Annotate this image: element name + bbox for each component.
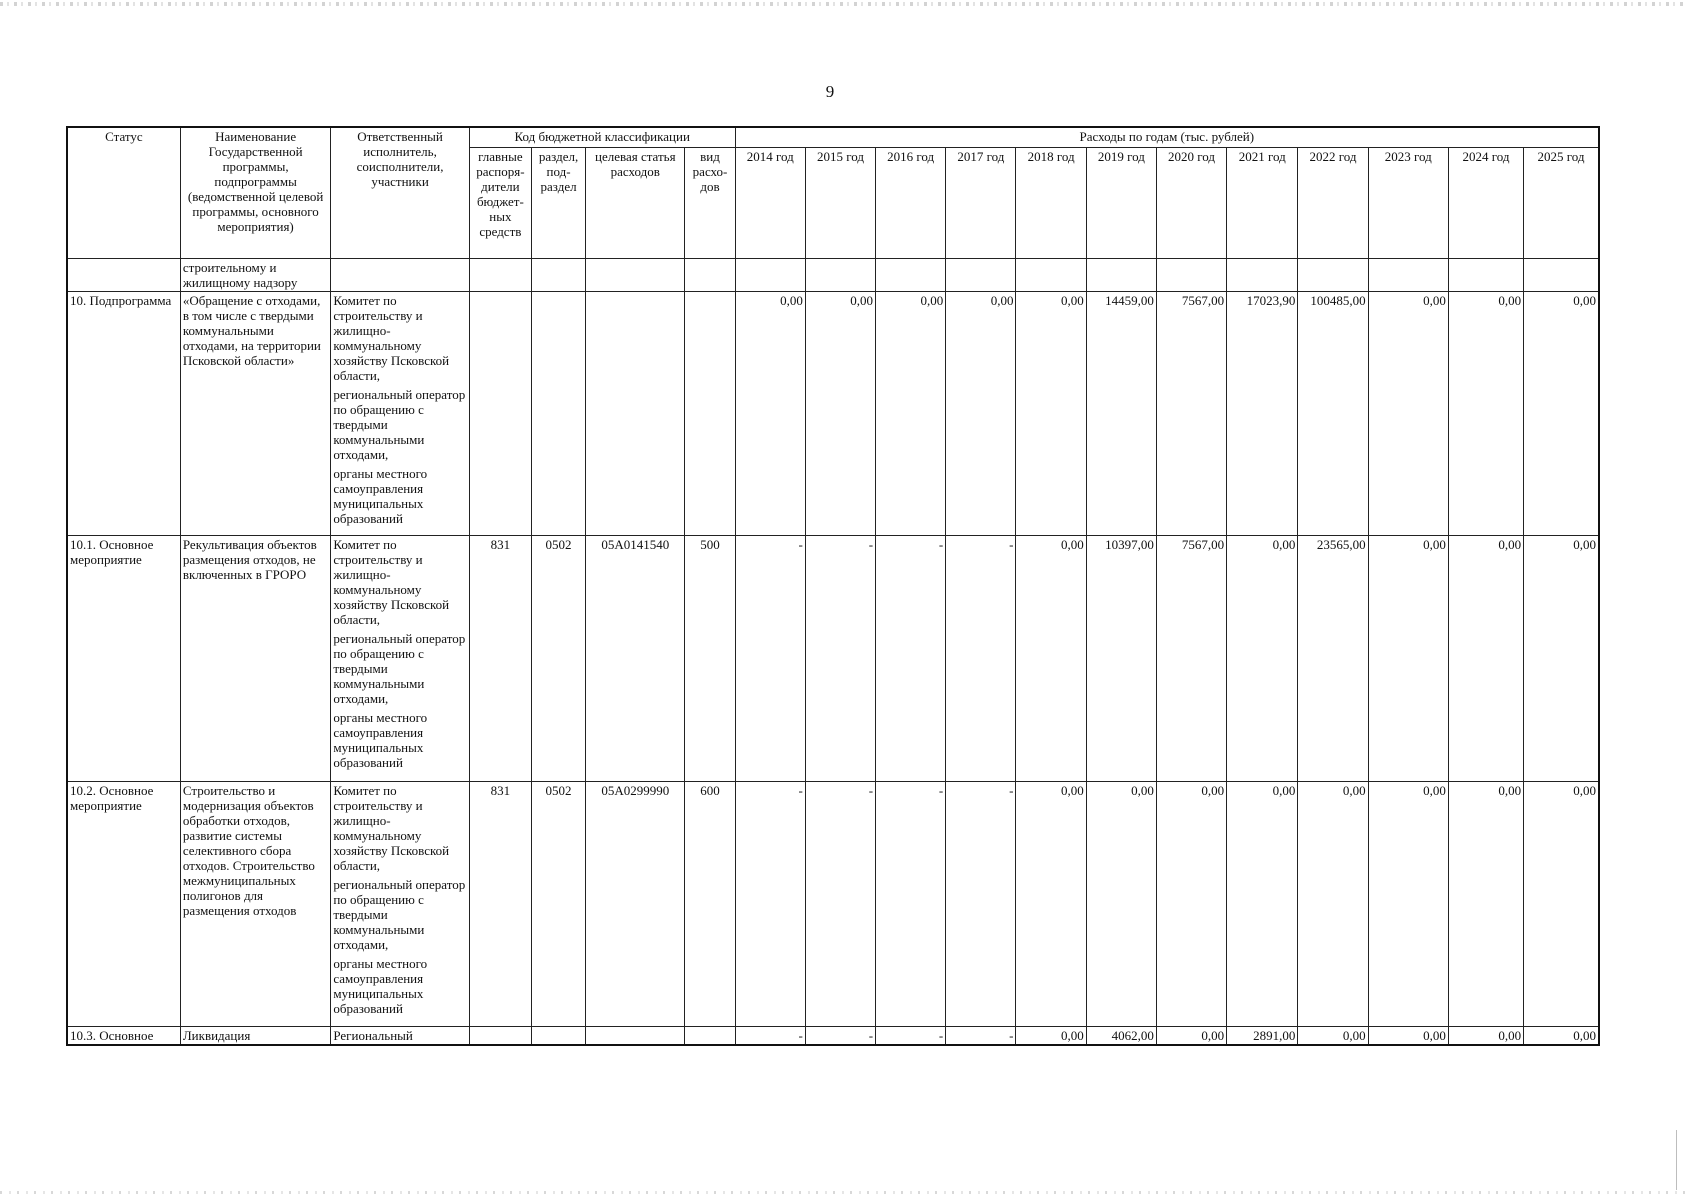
row-year-value: 0,00 (946, 291, 1016, 535)
header-bcc-csr: целевая статья расходов (586, 147, 685, 258)
row-responsible (331, 258, 469, 291)
row-year-value: 7567,00 (1156, 291, 1226, 535)
row-year-value: 17023,90 (1227, 291, 1298, 535)
row-grbs (469, 1026, 531, 1045)
row-year-value (805, 258, 875, 291)
row-year-value (1448, 258, 1523, 291)
row-year-value: 0,00 (1368, 1026, 1448, 1045)
row-year-value (1368, 258, 1448, 291)
responsible-party: органы местного самоуправления муниципальных образований (333, 955, 428, 1016)
row-status (67, 258, 180, 291)
header-year: 2022 год (1298, 147, 1368, 258)
row-year-value: 0,00 (1448, 781, 1523, 1026)
row-year-value: 7567,00 (1156, 535, 1226, 781)
row-year-value: 0,00 (1524, 1026, 1599, 1045)
row-year-value (876, 258, 946, 291)
row-year-value: 0,00 (805, 291, 875, 535)
header-year: 2024 год (1448, 147, 1523, 258)
row-year-value (735, 258, 805, 291)
row-year-value: 0,00 (1368, 781, 1448, 1026)
row-year-value: - (805, 1026, 875, 1045)
row-status: 10.3. Основное (67, 1026, 180, 1045)
header-year: 2023 год (1368, 147, 1448, 258)
row-year-value: 0,00 (1368, 291, 1448, 535)
row-year-value: 0,00 (735, 291, 805, 535)
row-year-value: 0,00 (1227, 781, 1298, 1026)
row-rzpr: 0502 (531, 535, 585, 781)
row-year-value: 2891,00 (1227, 1026, 1298, 1045)
table-row (67, 535, 1599, 781)
row-year-value: - (876, 1026, 946, 1045)
header-year: 2021 год (1227, 147, 1298, 258)
row-year-value: 0,00 (1524, 291, 1599, 535)
row-vr (685, 291, 735, 535)
row-year-value: - (876, 781, 946, 1026)
row-rzpr (531, 258, 585, 291)
row-csr: 05А0141540 (586, 535, 685, 781)
row-year-value: 0,00 (876, 291, 946, 535)
row-csr: 05А0299990 (586, 781, 685, 1026)
header-year: 2016 год (876, 147, 946, 258)
scan-edge-bottom (0, 1191, 1686, 1194)
header-year: 2025 год (1524, 147, 1599, 258)
header-year: 2020 год (1156, 147, 1226, 258)
responsible-party: региональный оператор по обращению с твердыми коммунальными отходами, (333, 386, 466, 462)
table-row (67, 781, 1599, 1026)
row-year-value (1016, 258, 1086, 291)
row-year-value: - (876, 535, 946, 781)
row-vr: 500 (685, 535, 735, 781)
row-name: «Обращение с отходами, в том числе с твердыми коммунальными отходами, на территории Псковской области» (180, 291, 330, 535)
row-name: Ликвидация (180, 1026, 330, 1045)
header-bcc-vr: вид расхо-дов (685, 147, 735, 258)
row-status: 10.1. Основное мероприятие (67, 535, 180, 781)
row-year-value: 14459,00 (1086, 291, 1156, 535)
row-grbs (469, 258, 531, 291)
responsible-party: региональный оператор по обращению с твердыми коммунальными отходами, (333, 630, 466, 706)
row-rzpr (531, 291, 585, 535)
header-bcc-grbs: главные распоря-дители бюджет-ных средств (469, 147, 531, 258)
row-year-value (1086, 258, 1156, 291)
header-year: 2019 год (1086, 147, 1156, 258)
row-year-value: 0,00 (1524, 781, 1599, 1026)
scan-edge-right (1676, 1130, 1677, 1190)
row-year-value: 0,00 (1227, 535, 1298, 781)
row-year-value: 0,00 (1298, 781, 1368, 1026)
header-bcc-group: Код бюджетной классификации (469, 127, 735, 147)
budget-table (66, 126, 1600, 1046)
row-name: строительному и жилищному надзору (180, 258, 330, 291)
row-year-value: - (946, 781, 1016, 1026)
responsible-party: органы местного самоуправления муниципальных образований (333, 709, 428, 770)
row-year-value: 0,00 (1448, 1026, 1523, 1045)
responsible-party: Комитет по строительству и жилищно-коммунальному хозяйству Псковской области, (333, 536, 450, 627)
header-responsible: Ответственный исполнитель, соисполнители, участники (331, 127, 469, 258)
responsible-party: региональный оператор по обращению с твердыми коммунальными отходами, (333, 876, 466, 952)
scan-edge-top (0, 2, 1686, 6)
row-year-value: 0,00 (1448, 291, 1523, 535)
row-year-value: 0,00 (1298, 1026, 1368, 1045)
row-year-value: 0,00 (1368, 535, 1448, 781)
row-rzpr (531, 1026, 585, 1045)
row-year-value (946, 258, 1016, 291)
budget-table-body (67, 258, 1599, 1045)
page-number: 9 (825, 82, 835, 101)
row-responsible (331, 781, 469, 1026)
row-vr: 600 (685, 781, 735, 1026)
header-year: 2015 год (805, 147, 875, 258)
header-year: 2017 год (946, 147, 1016, 258)
row-name: Строительство и модернизация объектов обработки отходов, развитие системы селективного сбора отходов. Строительство межмуниципальных полигонов для размещения отходов (180, 781, 330, 1026)
row-year-value: - (735, 535, 805, 781)
row-name: Рекультивация объектов размещения отходов, не включенных в ГРОРО (180, 535, 330, 781)
row-year-value: 0,00 (1448, 535, 1523, 781)
table-row (67, 1026, 1599, 1045)
responsible-party: Комитет по строительству и жилищно-коммунальному хозяйству Псковской области, (333, 782, 450, 873)
row-grbs: 831 (469, 781, 531, 1026)
row-year-value: - (735, 1026, 805, 1045)
row-responsible (331, 535, 469, 781)
header-year: 2018 год (1016, 147, 1086, 258)
row-year-value: 0,00 (1016, 1026, 1086, 1045)
table-row (67, 258, 1599, 291)
row-year-value: - (735, 781, 805, 1026)
row-responsible (331, 291, 469, 535)
row-csr (586, 258, 685, 291)
row-year-value (1227, 258, 1298, 291)
row-csr (586, 291, 685, 535)
row-vr (685, 1026, 735, 1045)
table-row (67, 291, 1599, 535)
header-name: Наименование Государственной программы, подпрограммы (ведомственной целевой программы, основного мероприятия) (180, 127, 330, 258)
row-year-value: - (946, 1026, 1016, 1045)
row-year-value: 100485,00 (1298, 291, 1368, 535)
row-year-value: 10397,00 (1086, 535, 1156, 781)
row-grbs: 831 (469, 535, 531, 781)
row-vr (685, 258, 735, 291)
row-year-value: 0,00 (1016, 781, 1086, 1026)
header-status: Статус (67, 127, 180, 258)
row-year-value: 0,00 (1016, 291, 1086, 535)
row-year-value: 0,00 (1156, 1026, 1226, 1045)
row-status: 10.2. Основное мероприятие (67, 781, 180, 1026)
row-year-value (1156, 258, 1226, 291)
header-bcc-rzpr: раздел, под-раздел (531, 147, 585, 258)
row-year-value (1524, 258, 1599, 291)
row-rzpr: 0502 (531, 781, 585, 1026)
row-year-value: 23565,00 (1298, 535, 1368, 781)
row-year-value: 0,00 (1156, 781, 1226, 1026)
header-year: 2014 год (735, 147, 805, 258)
row-year-value: 0,00 (1524, 535, 1599, 781)
row-status: 10. Подпрограмма (67, 291, 180, 535)
header-expenses-group: Расходы по годам (тыс. рублей) (735, 127, 1599, 147)
responsible-party: Региональный (333, 1027, 413, 1043)
row-grbs (469, 291, 531, 535)
row-year-value: - (946, 535, 1016, 781)
row-year-value: 0,00 (1016, 535, 1086, 781)
responsible-party: Комитет по строительству и жилищно-коммунальному хозяйству Псковской области, (333, 292, 450, 383)
row-csr (586, 1026, 685, 1045)
row-year-value: - (805, 535, 875, 781)
row-year-value: - (805, 781, 875, 1026)
row-responsible (331, 1026, 469, 1045)
row-year-value (1298, 258, 1368, 291)
row-year-value: 0,00 (1086, 781, 1156, 1026)
row-year-value: 4062,00 (1086, 1026, 1156, 1045)
responsible-party: органы местного самоуправления муниципальных образований (333, 465, 428, 526)
